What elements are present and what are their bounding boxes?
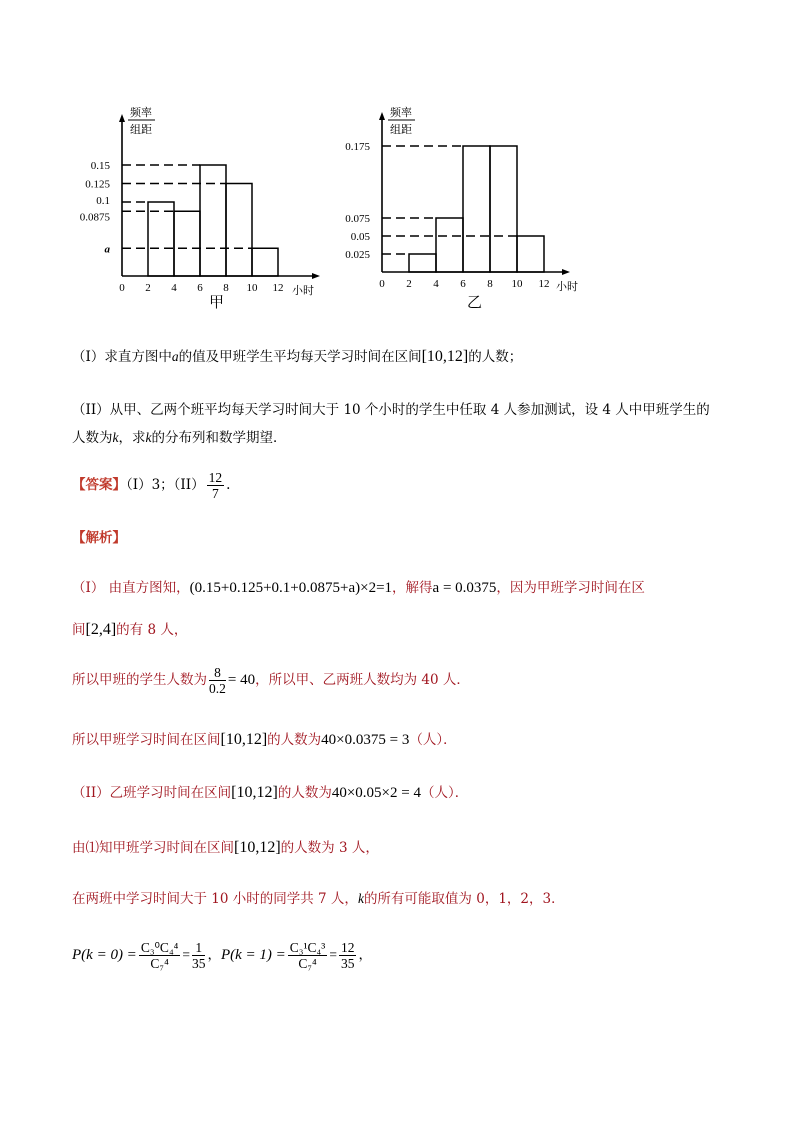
- s7-a: 在两班中学习时间大于 10 小时的同学共 7 人，: [72, 891, 358, 907]
- s6-a: 由⑴知甲班学习时间在区间: [72, 840, 234, 856]
- histogram-bar: [226, 184, 252, 277]
- histogram-bar: [174, 211, 200, 276]
- numerator: C₃¹C₄³: [289, 940, 326, 955]
- x-unit-label: 小时: [292, 285, 314, 297]
- s2-b: 的有 8 人，: [116, 622, 188, 638]
- p0-fraction: [139, 940, 181, 971]
- x-tick-label: 10: [246, 282, 258, 294]
- question-2-line1: （II）从甲、乙两个班平均每天学习时间大于 10 个小时的学生中任取 4 人参加测试，设 4 人中甲班学生的: [72, 402, 710, 418]
- s1-a: （I） 由直方图知，: [72, 580, 190, 596]
- numerator: 12: [208, 470, 223, 485]
- histogram-bar: [463, 146, 490, 272]
- x-tick-label: 8: [223, 282, 229, 294]
- solution-line-2: [72, 620, 187, 640]
- solution-line-7: [72, 889, 565, 909]
- histogram-bar: [490, 146, 517, 272]
- answer-end: .: [226, 477, 231, 493]
- s2-interval: [2,4]: [85, 621, 117, 638]
- question-1: [72, 347, 522, 367]
- denominator: C₇⁴: [298, 956, 317, 971]
- denominator: 0.2: [209, 681, 226, 696]
- s4-c: （人）．: [409, 732, 457, 748]
- s3-a: 所以甲班的学生人数为: [72, 672, 207, 688]
- y-tick-label: 0.175: [345, 141, 370, 153]
- answer-text: （I）3；（II）: [126, 477, 205, 493]
- x-tick-label: 2: [145, 282, 151, 294]
- x-tick-label: 10: [511, 278, 523, 290]
- answer-fraction: [207, 470, 225, 501]
- q1-var: a: [171, 349, 179, 364]
- s7-b: 的所有可能取值为 0，1，2，3．: [363, 891, 565, 907]
- s2-a: 间: [72, 622, 86, 638]
- y-axis-arrow: [119, 114, 125, 122]
- p1-lhs: P(k = 1) =: [220, 947, 286, 963]
- y-tick-label: 0.0875: [79, 211, 110, 224]
- p0-result: [192, 940, 206, 971]
- x-axis-arrow: [562, 269, 570, 275]
- histogram-bar: [148, 202, 174, 276]
- solution-line-3: [72, 665, 470, 705]
- p0-lhs: P(k = 0) =: [72, 947, 137, 963]
- ylabel-top: 频率: [130, 107, 152, 119]
- p1-result: [339, 940, 357, 971]
- analysis-tag: 【解析】: [72, 530, 126, 546]
- s4-eq: 40×0.0375 = 3: [321, 732, 410, 748]
- y-tick-label: a: [104, 243, 110, 256]
- histogram-bar: [409, 254, 436, 272]
- histogram-jia: [75, 100, 335, 315]
- q1-prefix: （I）求直方图中: [72, 349, 172, 365]
- ylabel-bottom: 组距: [390, 124, 412, 136]
- x-tick-label: 6: [460, 278, 466, 290]
- solution-line-4: [72, 730, 457, 750]
- x-tick-label: 2: [406, 278, 412, 290]
- q1-interval: [10,12]: [421, 348, 469, 365]
- p1-eq: =: [329, 947, 337, 962]
- chart-caption: 甲: [209, 295, 225, 311]
- x-tick-label: 12: [272, 282, 284, 294]
- s4-interval: [10,12]: [220, 731, 268, 748]
- s5-eq: 40×0.05×2 = 4: [331, 785, 421, 801]
- y-tick-label: 0.1: [96, 195, 110, 207]
- q2-c: 的分布列和数学期望．: [151, 430, 287, 446]
- q1-suffix: 的人数；: [468, 349, 523, 365]
- solution-line-1: [72, 578, 645, 598]
- x-tick-label: 8: [487, 278, 493, 290]
- numerator: 8: [209, 665, 226, 681]
- probability-line: [72, 940, 372, 984]
- x-axis-arrow: [312, 273, 320, 279]
- q2-a: 人数为: [72, 430, 113, 446]
- s5-a: （II）乙班学习时间在区间: [72, 785, 232, 801]
- p1-end: ，: [358, 947, 372, 963]
- s5-c: （人）．: [420, 785, 469, 801]
- answer-tag: 【答案】: [72, 477, 126, 493]
- y-tick-label: 0.125: [85, 178, 110, 191]
- x-tick-label: 4: [171, 282, 177, 294]
- histogram-bar: [517, 236, 544, 272]
- plot-area: [345, 112, 570, 290]
- histogram-bar: [252, 248, 278, 276]
- s1-b: ，解得: [392, 580, 433, 596]
- denominator: 35: [340, 956, 355, 971]
- x-tick-label: 0: [379, 278, 385, 290]
- question-2-line2: [72, 428, 287, 448]
- x-tick-label: 6: [197, 282, 203, 294]
- s3-b: ，所以甲、乙两班人数均为 40 人．: [255, 672, 470, 688]
- s6-b: 的人数为 3 人，: [280, 840, 379, 856]
- s1-eq: (0.15+0.125+0.1+0.0875+a)×2=1: [189, 580, 393, 596]
- histogram-bar: [436, 218, 463, 272]
- s5-interval: [10,12]: [231, 784, 278, 801]
- numerator: 1: [192, 940, 206, 956]
- s4-a: 所以甲班学习时间在区间: [72, 732, 221, 748]
- histogram-yi: [335, 100, 595, 315]
- chart-caption: 乙: [467, 295, 483, 311]
- s6-interval: [10,12]: [234, 839, 281, 856]
- q2-k2: k: [145, 430, 152, 445]
- s4-b: 的人数为: [267, 732, 322, 748]
- denominator: 7: [211, 486, 219, 501]
- x-tick-label: 12: [538, 278, 550, 290]
- y-tick-label: 0.05: [350, 231, 370, 243]
- s3-fraction: [209, 665, 226, 696]
- ylabel-bottom: 组距: [130, 124, 152, 136]
- denominator: 35: [191, 956, 206, 971]
- q1-mid: 的值及甲班学生平均每天学习时间在区间: [178, 349, 422, 365]
- x-tick-label: 4: [433, 278, 439, 290]
- plot-area: [80, 114, 320, 294]
- x-tick-label: 0: [119, 282, 125, 294]
- s5-b: 的人数为: [277, 785, 332, 801]
- y-axis-arrow: [379, 112, 385, 120]
- s1-eq2: a = 0.0375: [432, 580, 497, 596]
- answer: [72, 470, 230, 510]
- p-sep: ，: [207, 947, 221, 963]
- numerator: C₃⁰C₄⁴: [140, 940, 179, 955]
- p0-eq: =: [182, 947, 190, 962]
- denominator: C₇⁴: [150, 956, 169, 971]
- p1-fraction: [288, 940, 328, 971]
- q2-b: ，求: [118, 430, 146, 446]
- solution-line-6: [72, 838, 379, 858]
- s3-eq: = 40: [227, 672, 256, 688]
- y-tick-label: 0.075: [345, 213, 370, 225]
- y-tick-label: 0.15: [90, 160, 110, 172]
- numerator: 12: [340, 940, 355, 955]
- histogram-bar: [200, 165, 226, 276]
- s7-k: k: [357, 891, 364, 906]
- x-unit-label: 小时: [556, 281, 578, 293]
- y-tick-label: 0.025: [345, 249, 370, 261]
- q2-k: k: [112, 430, 119, 445]
- ylabel-top: 频率: [390, 107, 412, 119]
- s1-c: ，因为甲班学习时间在区: [496, 580, 645, 596]
- solution-line-5: [72, 783, 468, 803]
